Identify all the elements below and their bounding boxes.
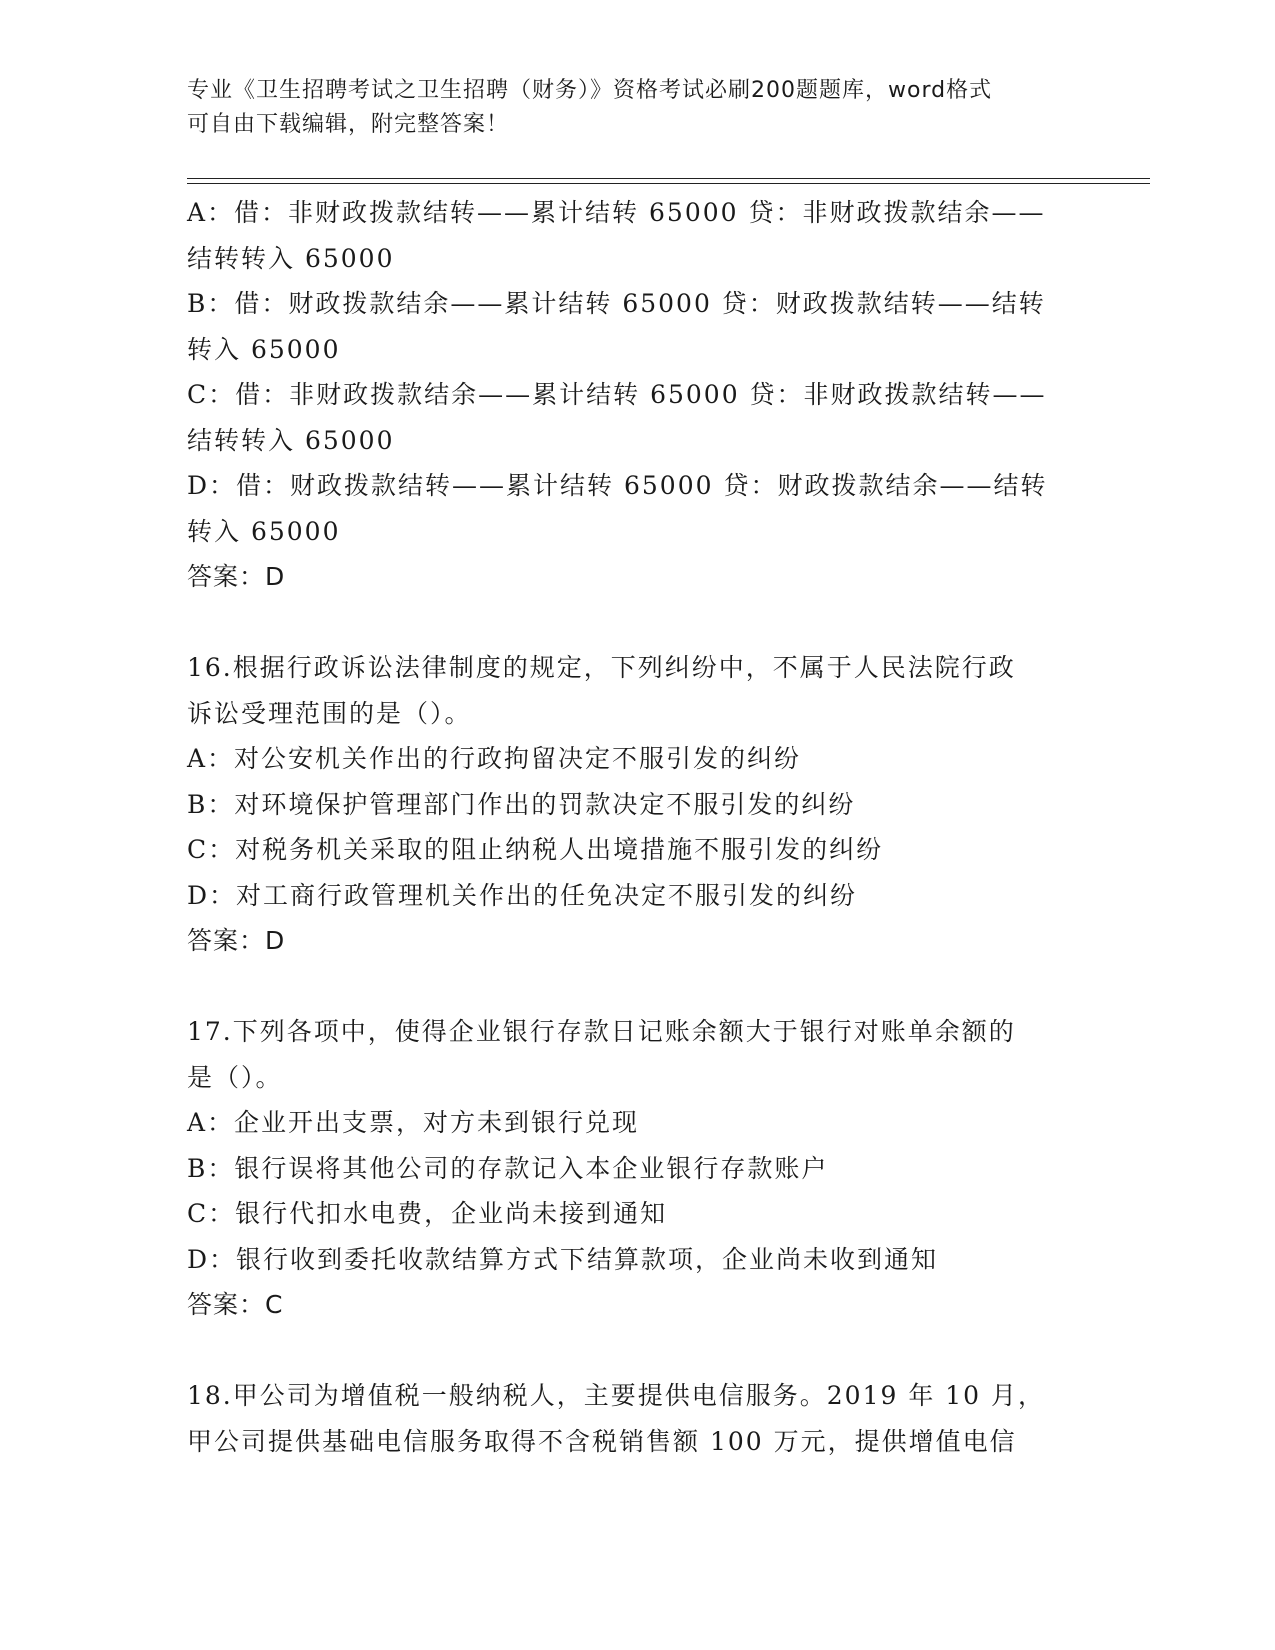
spacer [187,964,1087,1010]
document-body [187,190,1087,1464]
q17-option-a: A：企业开出支票，对方未到银行兑现 [187,1108,640,1137]
q16-option-d: D：对工商行政管理机关作出的任免决定不服引发的纠纷 [187,880,858,910]
q15-option-b-line-2: 转入 65000 [187,334,341,364]
q15-option-a-line-1: A：借：非财政拨款结转——累计结转 65000 贷：非财政拨款结余—— [187,198,1046,227]
header-line-2: 可自由下载编辑，附完整答案！ [187,112,510,137]
question-15 [187,190,1087,600]
q16-stem-line-2: 诉讼受理范围的是（）。 [187,698,472,728]
q15-option-c-line-1: C：借：非财政拨款结余——累计结转 65000 贷：非财政拨款结转—— [187,380,1047,409]
header-rule-bottom [187,183,1150,184]
q18-stem-line-2: 甲公司提供基础电信服务取得不含税销售额 100 万元，提供增值电信 [187,1426,1017,1456]
q15-option-b-line-1: B：借：财政拨款结余——累计结转 65000 贷：财政拨款结转——结转 [187,289,1046,318]
header-line-1: 专业《卫生招聘考试之卫生招聘（财务）》资格考试必刷200题题库，word格式 [187,78,993,103]
document-header [187,74,1067,142]
header-rule-top [187,178,1150,179]
q15-option-a-line-2: 结转转入 65000 [187,243,395,273]
q15-answer: 答案：D [187,562,286,591]
question-16 [187,645,1087,964]
question-18 [187,1373,1087,1464]
q17-stem-line-2: 是（）。 [187,1062,283,1092]
q15-option-d-line-1: D：借：财政拨款结转——累计结转 65000 贷：财政拨款结余——结转 [187,471,1048,500]
spacer [187,600,1087,646]
q16-answer: 答案：D [187,926,286,955]
q16-stem-line-1: 16.根据行政诉讼法律制度的规定，下列纠纷中，不属于人民法院行政 [187,653,1016,682]
q18-stem-line-1: 18.甲公司为增值税一般纳税人，主要提供电信服务。2019 年 10 月， [187,1381,1046,1410]
q15-option-c-line-2: 结转转入 65000 [187,425,395,455]
q17-stem-line-1: 17.下列各项中，使得企业银行存款日记账余额大于银行对账单余额的 [187,1017,1016,1046]
q16-option-a: A：对公安机关作出的行政拘留决定不服引发的纠纷 [187,744,802,773]
spacer [187,1328,1087,1374]
q16-option-c: C：对税务机关采取的阻止纳税人出境措施不服引发的纠纷 [187,835,884,864]
q15-option-d-line-2: 转入 65000 [187,516,341,546]
q17-option-d: D：银行收到委托收款结算方式下结算款项，企业尚未收到通知 [187,1244,939,1274]
q16-option-b: B：对环境保护管理部门作出的罚款决定不服引发的纠纷 [187,789,856,819]
question-17 [187,1009,1087,1328]
q17-option-b: B：银行误将其他公司的存款记入本企业银行存款账户 [187,1153,829,1183]
q17-answer: 答案：C [187,1290,284,1319]
q17-option-c: C：银行代扣水电费，企业尚未接到通知 [187,1199,668,1228]
